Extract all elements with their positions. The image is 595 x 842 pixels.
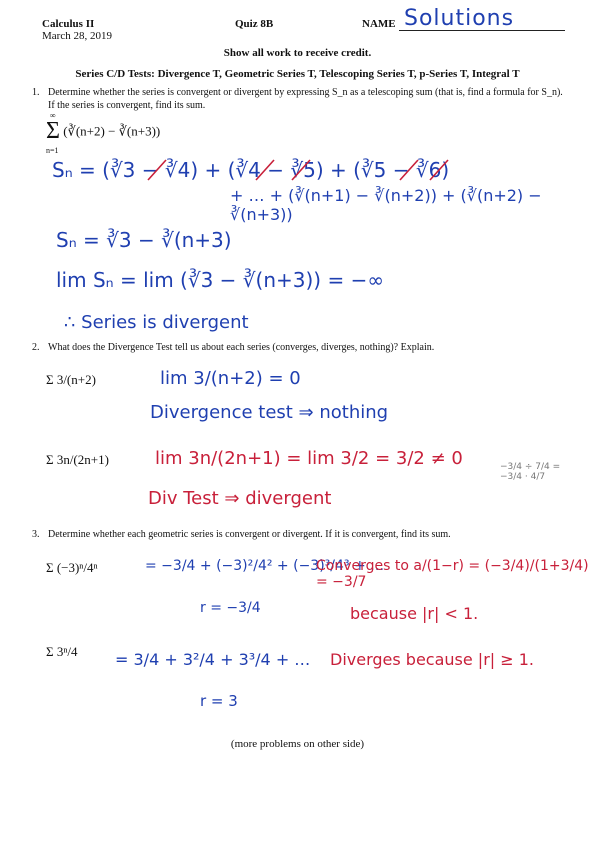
problem-3a-reason: because |r| < 1. (350, 604, 479, 623)
problem-1-conclusion: ∴ Series is divergent (64, 312, 249, 333)
problem-3b-ratio: r = 3 (200, 692, 238, 710)
name-label: NAME (362, 18, 396, 30)
problem-2a-work-line-2: Divergence test ⇒ nothing (150, 402, 389, 423)
problem-3a-expansion: = −3/4 + (−3)²/4² + (−3)³/4³ + … (145, 558, 385, 574)
problem-3b-series: Σ 3ⁿ/4 (46, 644, 78, 659)
problem-3a-ratio: r = −3/4 (200, 600, 261, 616)
problem-2b-series: Σ 3n/(2n+1) (46, 452, 109, 467)
problem-1-series: Σ (∛(n+2) − ∛(n+3)) ∞ n=1 (46, 111, 161, 155)
problem-1-work-line-2: + … + (∛(n+1) − ∛(n+2)) + (∛(n+2) − ∛(n+3)) (230, 186, 542, 224)
problem-1-work-line-3: Sₙ = ∛3 − ∛(n+3) (56, 228, 232, 252)
problem-2b-work-line-2: Div Test ⇒ divergent (148, 488, 332, 509)
problem-2-number: 2. (32, 342, 40, 353)
problem-2a-series: Σ 3/(n+2) (46, 372, 96, 387)
footer-note: (more problems on other side) (230, 738, 365, 750)
problem-3a-sum: Converges to a/(1−r) = (−3/4)/(1+3/4) = −3/7 (316, 558, 589, 590)
quiz-title: Quiz 8B (235, 18, 274, 30)
problem-2a-work-line-1: lim 3/(n+2) = 0 (160, 368, 301, 389)
problem-2b-side-note: −3/4 ÷ 7/4 = −3/4 · 4/7 (500, 462, 561, 482)
instructions: Show all work to receive credit. (223, 47, 372, 59)
problem-3-text: Determine whether each geometric series is convergent or divergent. If it is convergent, find its sum. (48, 529, 451, 540)
problem-1-text: Determine whether the series is convergent or divergent by expressing S_n as a telescoping sum (that is, find a formula for S_n). If the series is convergent, find its sum. (48, 87, 563, 111)
topic-line: Series C/D Tests: Divergence T, Geometric Series T, Telescoping Series T, p-Series T, Integral T (75, 68, 520, 80)
course-title: Calculus II (42, 18, 95, 30)
problem-3-number: 3. (32, 529, 40, 540)
problem-1-work-line-4: lim Sₙ = lim (∛3 − ∛(n+3)) = −∞ (56, 268, 384, 292)
problem-1-work-line-1: Sₙ = (∛3 − ∛4) + (∛4 − ∛5) + (∛5 − ∛6) (52, 158, 450, 182)
quiz-date: March 28, 2019 (42, 30, 112, 42)
problem-3a-series: Σ (−3)ⁿ/4ⁿ (46, 560, 98, 575)
name-value: Solutions (404, 6, 515, 31)
problem-2b-work-line-1: lim 3n/(2n+1) = lim 3/2 = 3/2 ≠ 0 (155, 448, 463, 469)
problem-3b-reason: Diverges because |r| ≥ 1. (330, 650, 535, 669)
problem-1-number: 1. (32, 87, 40, 98)
problem-2-text: What does the Divergence Test tell us about each series (converges, diverges, nothing)? Explain. (48, 342, 435, 353)
problem-3b-expansion: = 3/4 + 3²/4 + 3³/4 + … (115, 650, 311, 669)
